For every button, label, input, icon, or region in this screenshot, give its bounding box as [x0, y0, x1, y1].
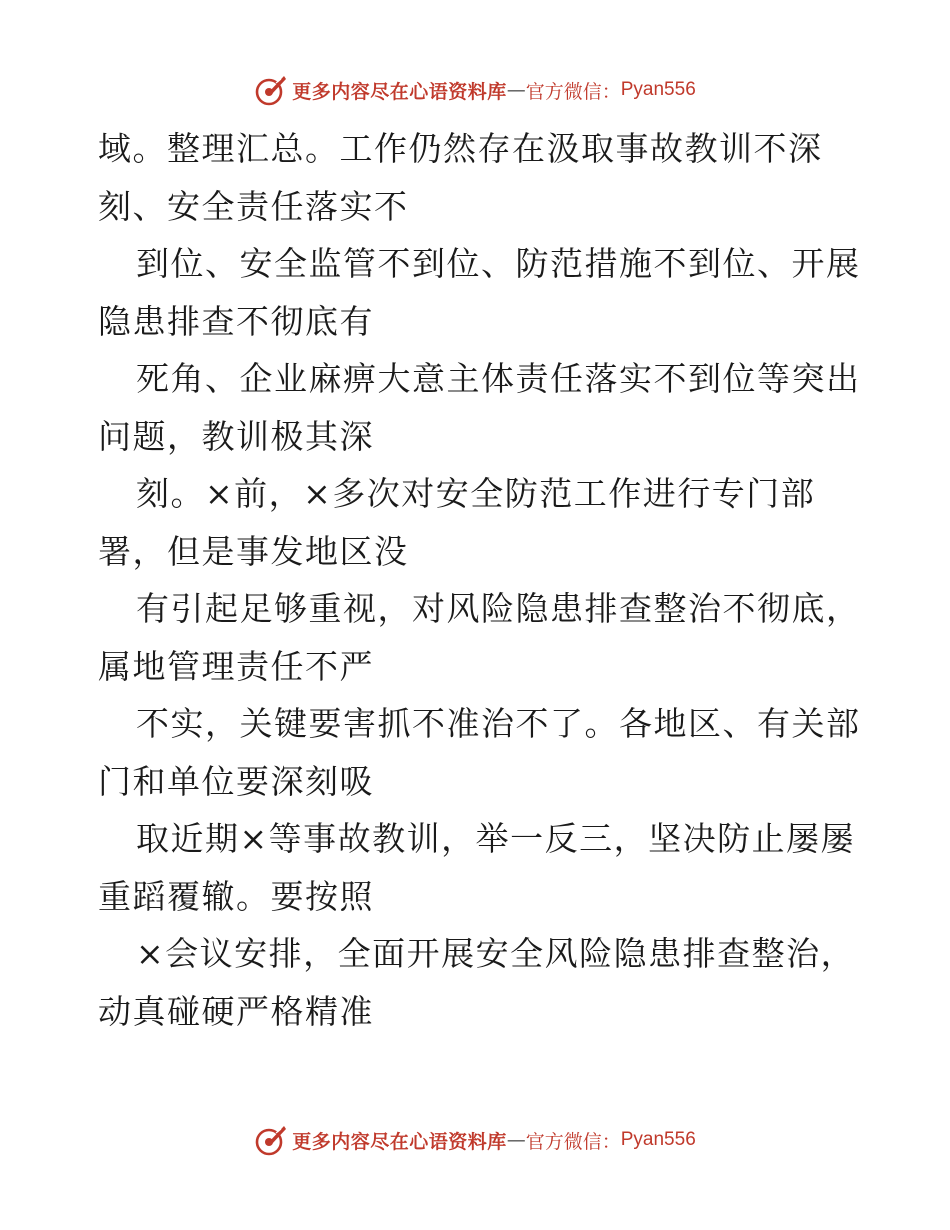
banner-site-text: 更多内容尽在心语资料库: [292, 1130, 507, 1153]
body-line: 有引起足够重视，对风险隐患排查整治不彻底，: [136, 589, 861, 628]
body-line: 取近期×等事故教训，举一反三，坚决防止屡屡: [136, 819, 856, 858]
body-line: 重蹈覆辙。要按照: [98, 876, 374, 916]
body-line: 隐患排查不彻底有: [98, 301, 374, 341]
body-line: 死角、企业麻痹大意主体责任落实不到位等突出: [136, 359, 861, 398]
body-line: 门和单位要深刻吸: [98, 761, 374, 801]
body-line: 到位、安全监管不到位、防范措施不到位、开展: [136, 244, 861, 283]
banner-site-text: 更多内容尽在心语资料库: [292, 80, 507, 103]
footer-banner: [0, 1120, 950, 1160]
body-line: 问题，教训极其深: [98, 416, 374, 456]
body-line: 署，但是事发地区没: [98, 531, 409, 571]
banner-separator: —: [506, 79, 526, 101]
document-body: [98, 120, 898, 1040]
banner-wechat-id: Pyan556: [620, 1129, 696, 1150]
body-line: ×会议安排，全面开展安全风险隐患排查整治，: [136, 934, 856, 973]
banner-wechat-label: 官方微信：: [525, 80, 621, 103]
banner-separator: —: [506, 1129, 526, 1151]
banner-wechat-label: 官方微信：: [525, 1130, 621, 1153]
body-line: 不实，关键要害抓不准治不了。各地区、有关部: [136, 704, 861, 743]
quill-logo-icon: [254, 1123, 288, 1157]
header-banner: [0, 70, 950, 110]
body-line: 域。整理汇总。工作仍然存在汲取事故教训不深: [98, 129, 823, 168]
body-line: 刻、安全责任落实不: [98, 186, 409, 226]
body-line: 动真碰硬严格精准: [98, 991, 374, 1031]
body-line: 刻。×前，×多次对安全防范工作进行专门部: [136, 474, 816, 513]
quill-logo-icon: [254, 73, 288, 107]
banner-wechat-id: Pyan556: [620, 79, 696, 100]
body-line: 属地管理责任不严: [98, 646, 374, 686]
